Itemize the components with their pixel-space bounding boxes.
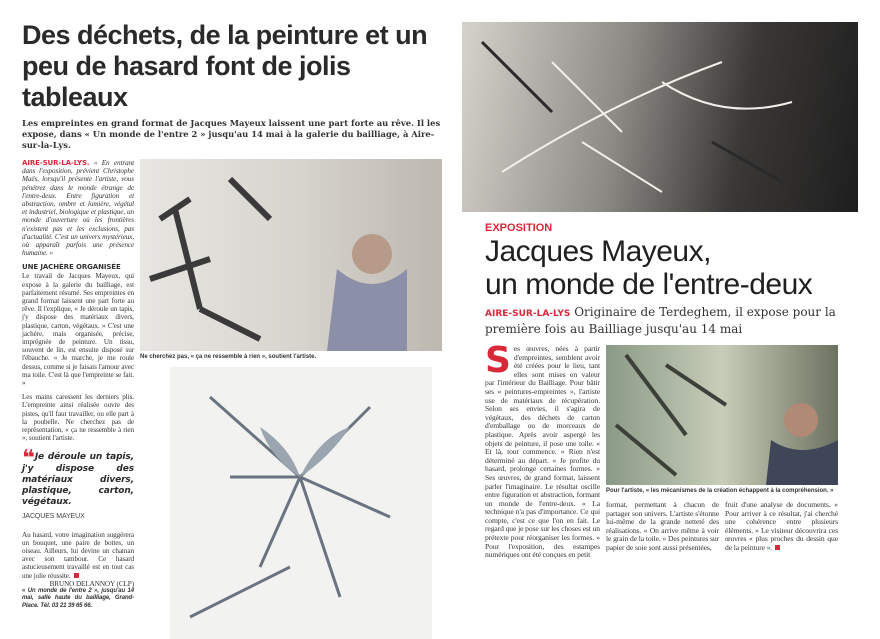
right-photo-block — [606, 345, 856, 560]
right-column-3 — [725, 501, 838, 553]
quote-mark-icon: ❝ — [22, 445, 35, 471]
left-images — [140, 159, 442, 639]
artist-photo — [140, 159, 442, 351]
right-dateline: AIRE-SUR-LA-LYS — [485, 309, 571, 319]
right-text-block — [462, 212, 858, 560]
left-headline: Des déchets, de la peinture et un peu de hasard font de jolis tableaux — [22, 20, 428, 112]
artwork-image — [170, 367, 432, 639]
right-lower-columns — [606, 501, 856, 553]
kicker: EXPOSITION — [485, 222, 553, 234]
headline-line-1: Jacques Mayeux, — [485, 235, 711, 268]
right-column-2: format, permettant à chacun de partager son univers. L'artiste s'étonne lui-même de la grande netteté des réalisations. « On arrive même à voir le grain de la toile. » Des peintures sur papier de soie sont aussi présentées, — [606, 500, 719, 552]
right-page — [462, 22, 858, 560]
left-paragraph-4 — [22, 531, 134, 580]
chapo-text: Originaire de Terdeghem, il expose pour la première fois au Bailliage jusqu'au 14 mai — [485, 305, 836, 336]
artwork-banner-strokes — [462, 22, 858, 212]
left-dateline: AIRE-SUR-LA-LYS. — [22, 159, 90, 167]
photo-figure — [606, 345, 838, 485]
artwork-banner-image — [462, 22, 858, 212]
left-lead: Les empreintes en grand format de Jacques Mayeux laissent une part forte au rêve. Il les expose, dans « Un monde de l'entre 2 » jusqu'au 14 mai à la galerie du bailliage, à Aire-sur-la-Lys. — [22, 118, 441, 150]
artwork-strokes — [140, 159, 442, 351]
right-chapo — [485, 305, 858, 337]
byline: BRUNO DELANNOY (CLP) — [49, 579, 134, 588]
artwork-leaves — [170, 367, 432, 639]
left-column — [22, 159, 134, 639]
right-photo-caption: Pour l'artiste, « les mécanismes de la création échappent à la compréhension. » — [606, 488, 834, 494]
right-column-1 — [485, 340, 600, 560]
right-artist-photo — [606, 345, 838, 485]
left-paragraph-2: Le travail de Jacques Mayeux, qui expose à la galerie du bailliage, est parfaitement résumé. Ses empreintes en grand format laissent une part forte au rêve. Il l'explique, « Je déroule un tapis, j'y dispose des matériaux divers, plastique, carton, végétaux. » C'est une jachère, mais organisée, précise, imprégnée de peinture. Un tissu, souvent de lin, est ensuite disposé sur l'ébauche. « Je marche, je me roule dessus, comme si je faisais l'amour avec ma toile. C'est là que l'empreinte se fait. » — [22, 272, 134, 388]
left-paragraph-4-text: Au hasard, votre imagination suggérera un bouquet, une paire de bottes, un oiseau. Ailleurs, lui devine un chaman avec son tambour. Ce hasard astucieusement travaillé est en tout cas une jolie réussite. — [22, 530, 134, 580]
left-paragraph-1: « En entrant dans l'exposition, prévient Christophe Maës, lorsqu'il présente l'artiste, vous pénétrez dans le monde étrange de l'entre-deux. Entre figuration et abstraction, ombre et lumière, végétal et industriel, biologique et plastique, un monde d'ouverture où les frontières n'existent pas et les exclusions, pas d'actualité. C'est un univers mystérieux, où apparaît parfois une présence humaine. » — [22, 159, 134, 258]
pull-quote-text: Je déroule un tapis, j'y dispose des matériaux divers, plastique, carton, végétaux. — [22, 451, 134, 507]
right-headline — [485, 235, 858, 301]
quote-author: JACQUES MAYEUX — [22, 512, 85, 520]
drop-cap: S — [485, 340, 511, 381]
column-1-text: es œuvres, nées à partir d'empreintes, semblent avoir été créées pour le lieu, tant elles sont mises en valeur par l'intérieur du Bailliage. Pour bâtir ses « peintures-empreintes », l'artiste use de matériaux de récupération. Selon ses envies, il s'agira de végétaux, des déchets de carton d'emballage ou de morceaux de plastique. Après avoir aspergé les objets de peinture, il pose une toile. « Et là, tout commence. » Rien n'est déterminé au départ. « Je profite du hasard, prolonge certaines formes. » Ses œuvres, de grand format, laissent parler l'imaginaire. Le résultat oscille entre figuration et abstraction, formant un monde de l'entre-deux. « La technique n'a pas d'importance. Ce qui compte, c'est ce que l'on en fait. Le regard que je pose sur les choses est un prétexte pour réorganiser les formes. » Pour l'exposition, des estampes numériques ont été conçues en petit — [485, 344, 600, 560]
left-photo-caption: Ne cherchez pas, « ça ne ressemble à rien », soutient l'artiste. — [140, 354, 317, 360]
left-paragraph-3: Les mains caressent les derniers plis. L'empreinte ainsi réalisée ouvre des pistes, qu'il faut travailler, ou elle part à la poubelle. Ne cherchez pas de représentation, « ça ne ressemble à rien », soutient l'artiste. — [22, 393, 134, 443]
end-square-icon — [74, 573, 79, 578]
column-3-text: fruit d'une analyse de documents. « Pour arriver à ce résultat, j'ai cherché une cohérence entre plusieurs éléments. » Le visiteur découvrira ces œuvres « plus proches du dessin que de la peinture ». — [725, 500, 838, 552]
pull-quote — [22, 445, 134, 508]
event-info: « Un monde de l'entre 2 », jusqu'au 14 mai, salle haute du bailliage, Grand-Place. Tél. 03 21 39 65 66. — [22, 587, 134, 609]
left-subhead: UNE JACHÈRE ORGANISÉE — [22, 263, 121, 272]
end-square-icon — [775, 545, 780, 550]
left-body-row — [22, 159, 442, 639]
right-body-row — [485, 340, 858, 560]
headline-line-2: un monde de l'entre-deux — [485, 268, 813, 301]
left-page — [22, 20, 442, 639]
